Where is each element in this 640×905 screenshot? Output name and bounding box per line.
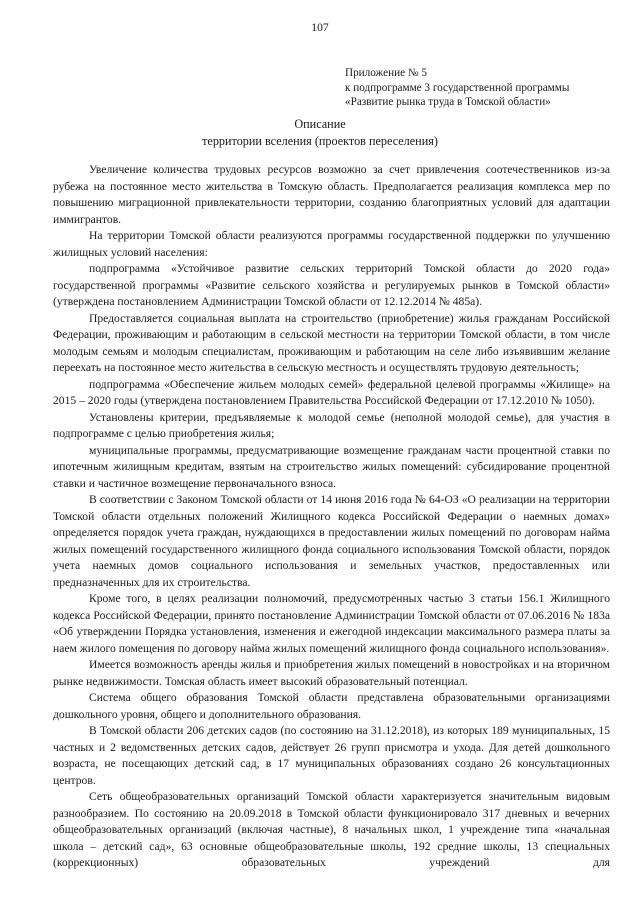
document-title	[0, 116, 640, 150]
appendix-line-1: Приложение № 5	[345, 67, 427, 79]
paragraph: В Томской области 206 детских садов (по состоянию на 31.12.2018), из которых 189 муниципальных, 15 частных и 2 ведомственных детских садов, действует 26 групп присмотра и ухода. Для детей дошкольного возраста, не посещающих детский сад, в 17 муниципальных образованиях создано 26 консультационных центров.	[53, 724, 610, 787]
appendix-header	[345, 66, 635, 110]
title-line-2: территории вселения (проектов переселения)	[202, 134, 438, 148]
paragraph: Имеется возможность аренды жилья и приобретения жилых помещений в новостройках и на вторичном рынке недвижимости. Томская область имеет высокий образовательный потенциал.	[53, 658, 610, 688]
paragraph: подпрограмма «Устойчивое развитие сельских территорий Томской области до 2020 года» государственной программы «Развитие сельского хозяйства и регулируемых рынков в Томской области» (утверждена постановлением Администрации Томской области от 12.12.2014 № 485а).	[53, 262, 610, 308]
paragraph: Сеть общеобразовательных организаций Томской области характеризуется значительным видовым разнообразием. По состоянию на 20.09.2018 в Томской области функционировало 317 дневных и вечерних общеобразовательных организаций (включая частные), 8 начальных школ, 1 учреждение типа «начальная школа – детский сад», 63 основные общеобразовательные школы, 192 средние школы, 13 специальных (коррекционных) образовательных учреждений для	[53, 790, 610, 869]
paragraph: На территории Томской области реализуются программы государственной поддержки по улучшению жилищных условий населения:	[53, 229, 610, 259]
paragraph: В соответствии с Законом Томской области от 14 июня 2016 года № 64-ОЗ «О реализации на территории Томской области отдельных положений Жилищного кодекса Российской Федерации о наемных домах» определяется порядок учета граждан, нуждающихся в предоставлении жилых помещений по договорам найма жилых помещений государственного жилищного фонда социального использования Томской области, порядок учета наемных домов социального использования и земельных участков, предоставленных или предназначенных для их строительства.	[53, 493, 610, 589]
paragraph: Кроме того, в целях реализации полномочий, предусмотренных частью 3 статьи 156.1 Жилищного кодекса Российской Федерации, принято постановление Администрации Томской области от 07.06.2016 № 183а «Об утверждении Порядка установления, изменения и ежегодной индексации максимального размера платы за наем жилого помещения по договору найма жилых помещений жилищного фонда социального использования».	[53, 592, 610, 655]
paragraph: муниципальные программы, предусматривающие возмещение гражданам части процентной ставки по ипотечным жилищным кредитам, взятым на строительство жилых помещений: субсидирование процентной ставки и частичное возмещение первоначального взноса.	[53, 443, 610, 490]
paragraph: Установлены критерии, предъявляемые к молодой семье (неполной молодой семье), для участия в подпрограмме с целью приобретения жилья;	[53, 410, 610, 440]
paragraph: подпрограмма «Обеспечение жильем молодых семей» федеральной целевой программы «Жилище» на 2015 – 2020 годы (утверждена постановлением Правительства Российской Федерации от 17.12.2010 № 1050).	[53, 377, 610, 407]
page-number: 107	[311, 21, 329, 34]
title-line-1: Описание	[294, 117, 346, 131]
paragraph: Предоставляется социальная выплата на строительство (приобретение) жилья гражданам Российской Федерации, проживающим и работающим в сельской местности на территории Томской области, в том числе молодым семьям и молодым специалистам, проживающим и работающим на селе либо изъявившим желание переехать на постоянное место жительства в сельскую местность и осуществлять трудовую деятельность;	[53, 311, 610, 374]
appendix-line-3: «Развитие рынка труда в Томской области»	[345, 96, 551, 109]
paragraph: Увеличение количества трудовых ресурсов возможно за счет привлечения соотечественников из-за рубежа на постоянное место жительства в Томскую область. Предполагается реализация комплекса мер по повышению миграционной привлекательности территории, созданию благоприятных условий для адаптации иммигрантов.	[53, 163, 610, 226]
document-body	[53, 162, 610, 872]
paragraph: Система общего образования Томской области представлена образовательными организациями дошкольного уровня, общего и дополнительного образования.	[53, 691, 610, 721]
appendix-line-2: к подпрограмме 3 государственной программы	[345, 81, 570, 94]
